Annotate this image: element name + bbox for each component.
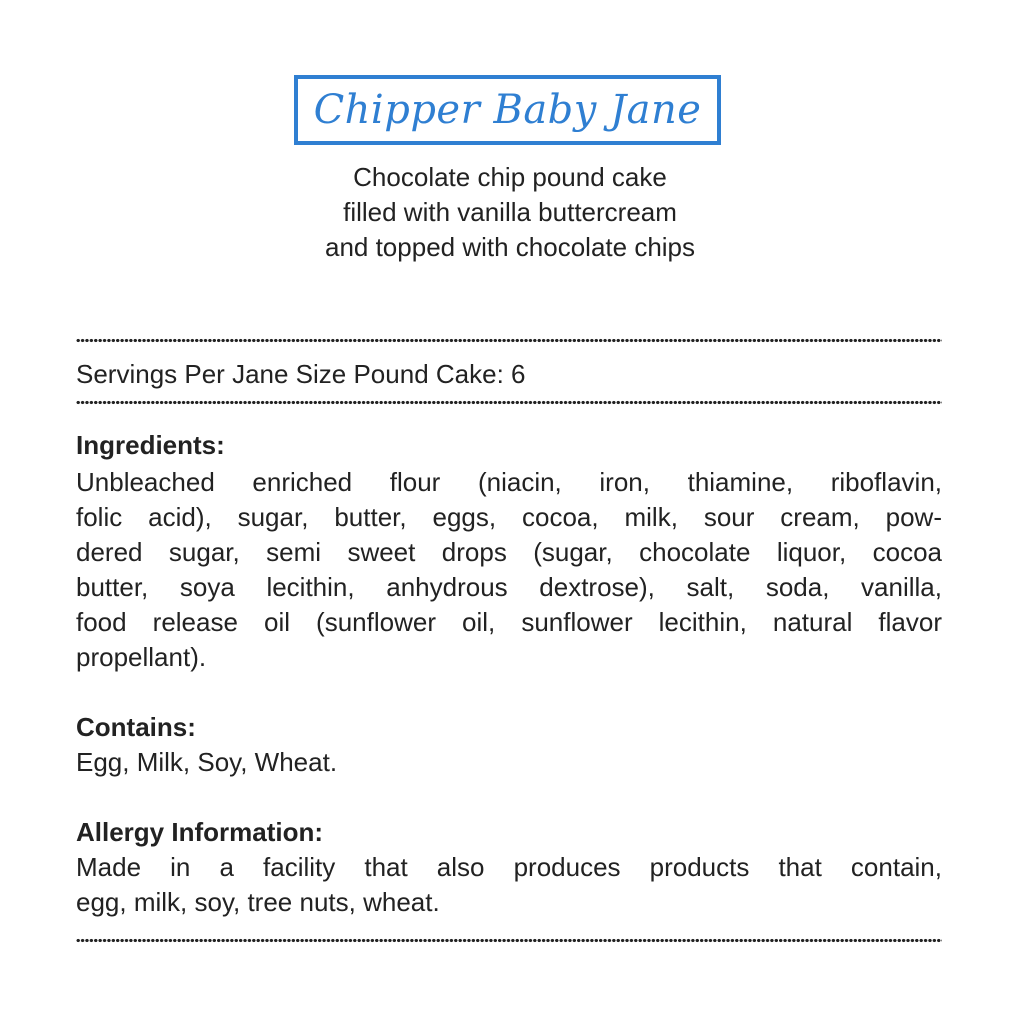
product-description: [200, 160, 820, 265]
ingredients-line: propellant).: [76, 642, 207, 672]
dotted-divider: [76, 338, 942, 343]
ingredients-line: food release oil (sunflower oil, sunflower lecithin, natural flavor: [76, 607, 942, 637]
servings-info: Servings Per Jane Size Pound Cake: 6: [76, 359, 526, 389]
description-line: and topped with chocolate chips: [324, 232, 696, 262]
ingredients-line: butter, soya lecithin, anhydrous dextrose), salt, soda, vanilla,: [76, 572, 942, 602]
product-title-box: [294, 75, 721, 145]
ingredients-line: Unbleached enriched flour (niacin, iron, thiamine, riboflavin,: [76, 467, 942, 497]
contains-text: [76, 745, 942, 780]
ingredients-line: dered sugar, semi sweet drops (sugar, chocolate liquor, cocoa: [76, 537, 942, 567]
dotted-divider: [76, 400, 942, 405]
description-line: filled with vanilla buttercream: [343, 197, 677, 227]
product-title: Chipper Baby Jane: [313, 87, 702, 133]
contains-line: Egg, Milk, Soy, Wheat.: [76, 747, 338, 777]
contains-heading: Contains:: [76, 712, 196, 742]
ingredients-line: folic acid), sugar, butter, eggs, cocoa, milk, sour cream, pow-: [76, 502, 942, 532]
description-line: Chocolate chip pound cake: [353, 162, 667, 192]
dotted-divider: [76, 938, 942, 943]
ingredients-text: [76, 465, 942, 675]
allergy-line: egg, milk, soy, tree nuts, wheat.: [76, 887, 440, 917]
ingredients-heading: Ingredients:: [76, 430, 225, 460]
allergy-heading: Allergy Information:: [76, 817, 324, 847]
allergy-text: [76, 850, 942, 920]
allergy-line: Made in a facility that also produces products that contain,: [76, 852, 942, 882]
